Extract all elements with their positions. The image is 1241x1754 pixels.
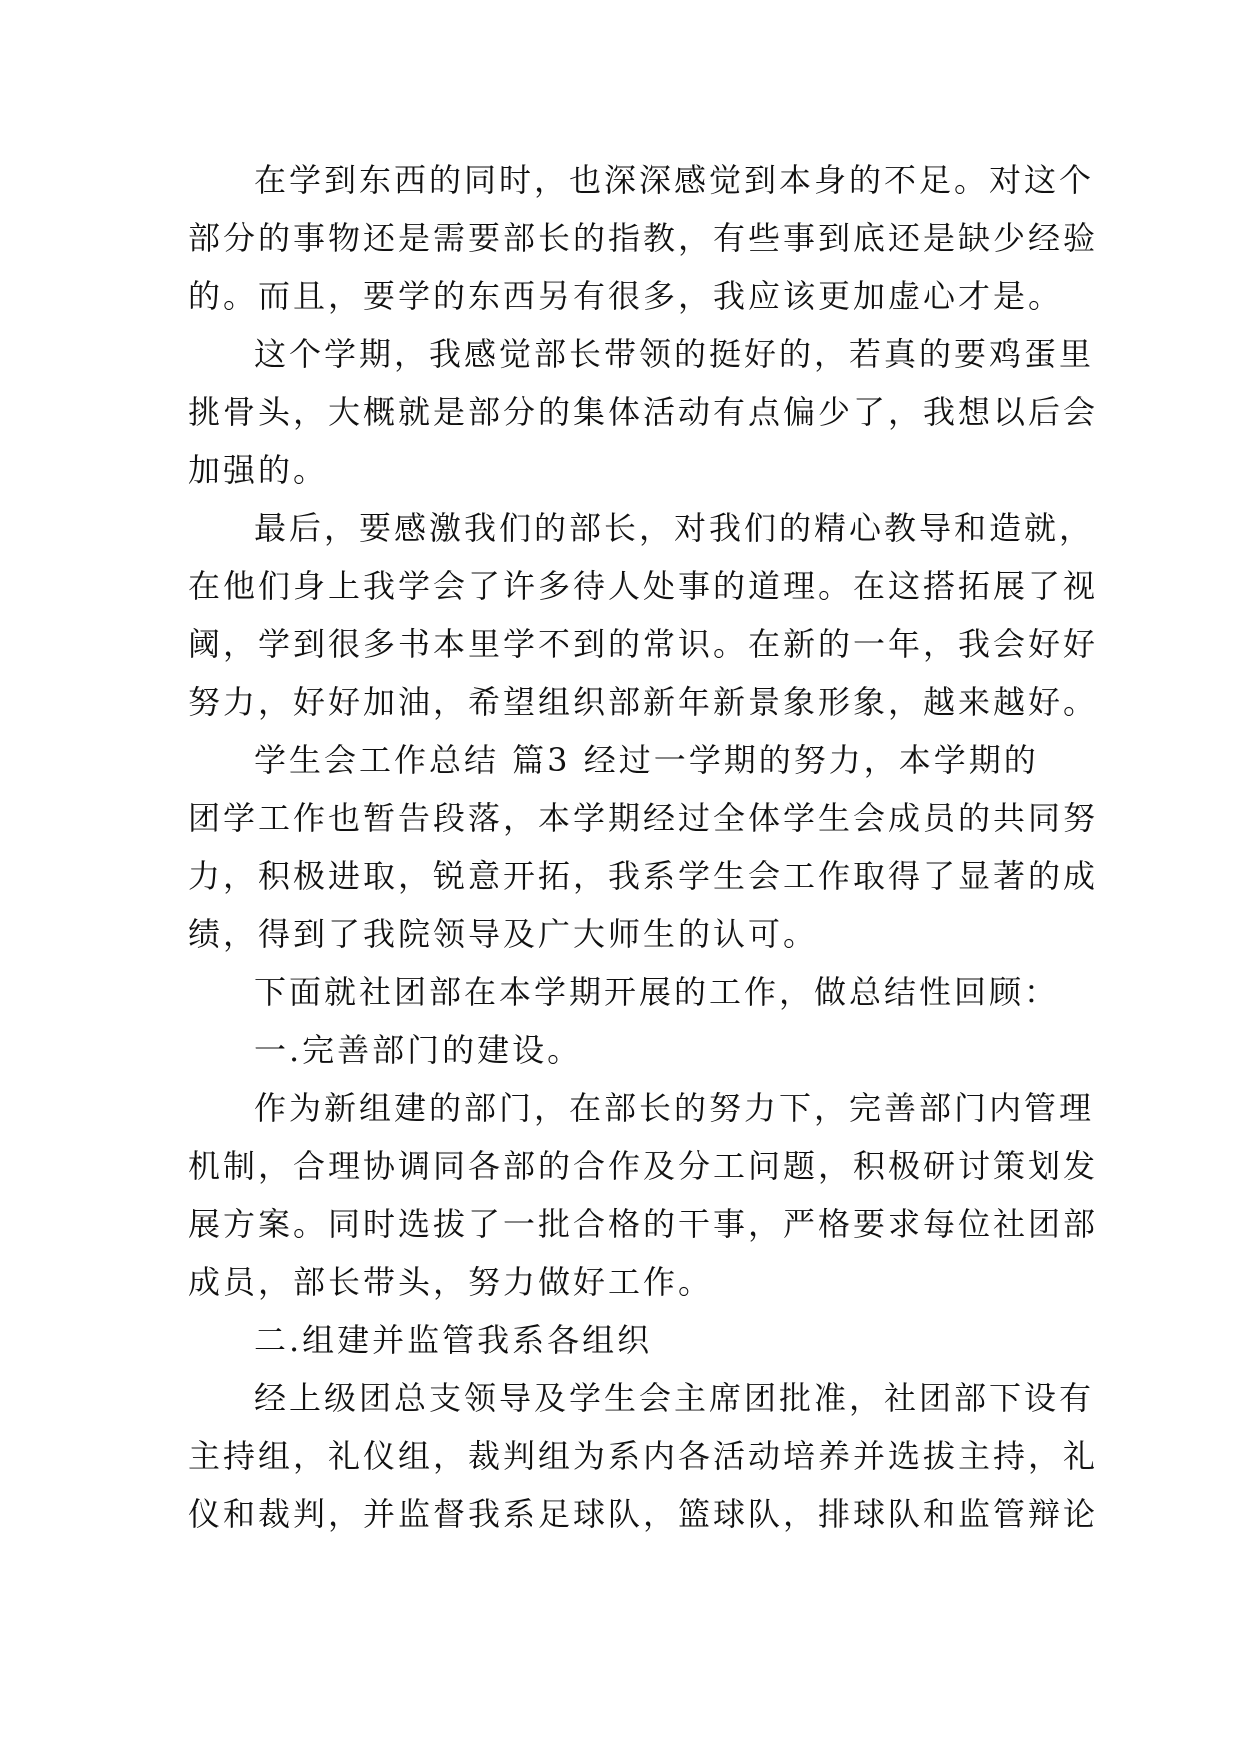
text-line: 阈，学到很多书本里学不到的常识。在新的一年，我会好好	[188, 625, 1099, 663]
text-line: 挑骨头，大概就是部分的集体活动有点偏少了，我想以后会	[188, 393, 1099, 431]
text-line: 经上级团总支领导及学生会主席团批准，社团部下设有	[254, 1379, 1095, 1417]
text-line: 努力，好好加油，希望组织部新年新景象形象，越来越好。	[188, 683, 1099, 721]
text-line: 在学到东西的同时，也深深感觉到本身的不足。对这个	[254, 161, 1095, 199]
text-line: 作为新组建的部门，在部长的努力下，完善部门内管理	[254, 1089, 1095, 1127]
subsection-heading: 一.完善部门的建设。	[254, 1031, 583, 1069]
section-heading: 学生会工作总结 篇3 经过一学期的努力，本学期的	[254, 741, 1039, 779]
text-line: 加强的。	[188, 451, 329, 489]
text-line: 绩，得到了我院领导及广大师生的认可。	[188, 915, 819, 953]
text-line: 在他们身上我学会了许多待人处事的道理。在这搭拓展了视	[188, 567, 1099, 605]
text-line: 力，积极进取，锐意开拓，我系学生会工作取得了显著的成	[188, 857, 1099, 895]
text-line: 最后，要感激我们的部长，对我们的精心教导和造就，	[254, 509, 1095, 547]
text-line: 下面就社团部在本学期开展的工作，做总结性回顾：	[254, 973, 1060, 1011]
text-line: 的。而且，要学的东西另有很多，我应该更加虚心才是。	[188, 277, 1064, 315]
subsection-heading: 二.组建并监管我系各组织	[254, 1321, 653, 1359]
text-line: 机制，合理协调同各部的合作及分工问题，积极研讨策划发	[188, 1147, 1099, 1185]
text-line: 这个学期，我感觉部长带领的挺好的，若真的要鸡蛋里	[254, 335, 1095, 373]
text-line: 仪和裁判，并监督我系足球队，篮球队，排球队和监管辩论	[188, 1495, 1099, 1533]
text-line: 主持组，礼仪组，裁判组为系内各活动培养并选拔主持，礼	[188, 1437, 1099, 1475]
text-line: 团学工作也暂告段落，本学期经过全体学生会成员的共同努	[188, 799, 1099, 837]
text-line: 成员，部长带头，努力做好工作。	[188, 1263, 714, 1301]
text-line: 展方案。同时选拔了一批合格的干事，严格要求每位社团部	[188, 1205, 1099, 1243]
text-line: 部分的事物还是需要部长的指教，有些事到底还是缺少经验	[188, 219, 1099, 257]
